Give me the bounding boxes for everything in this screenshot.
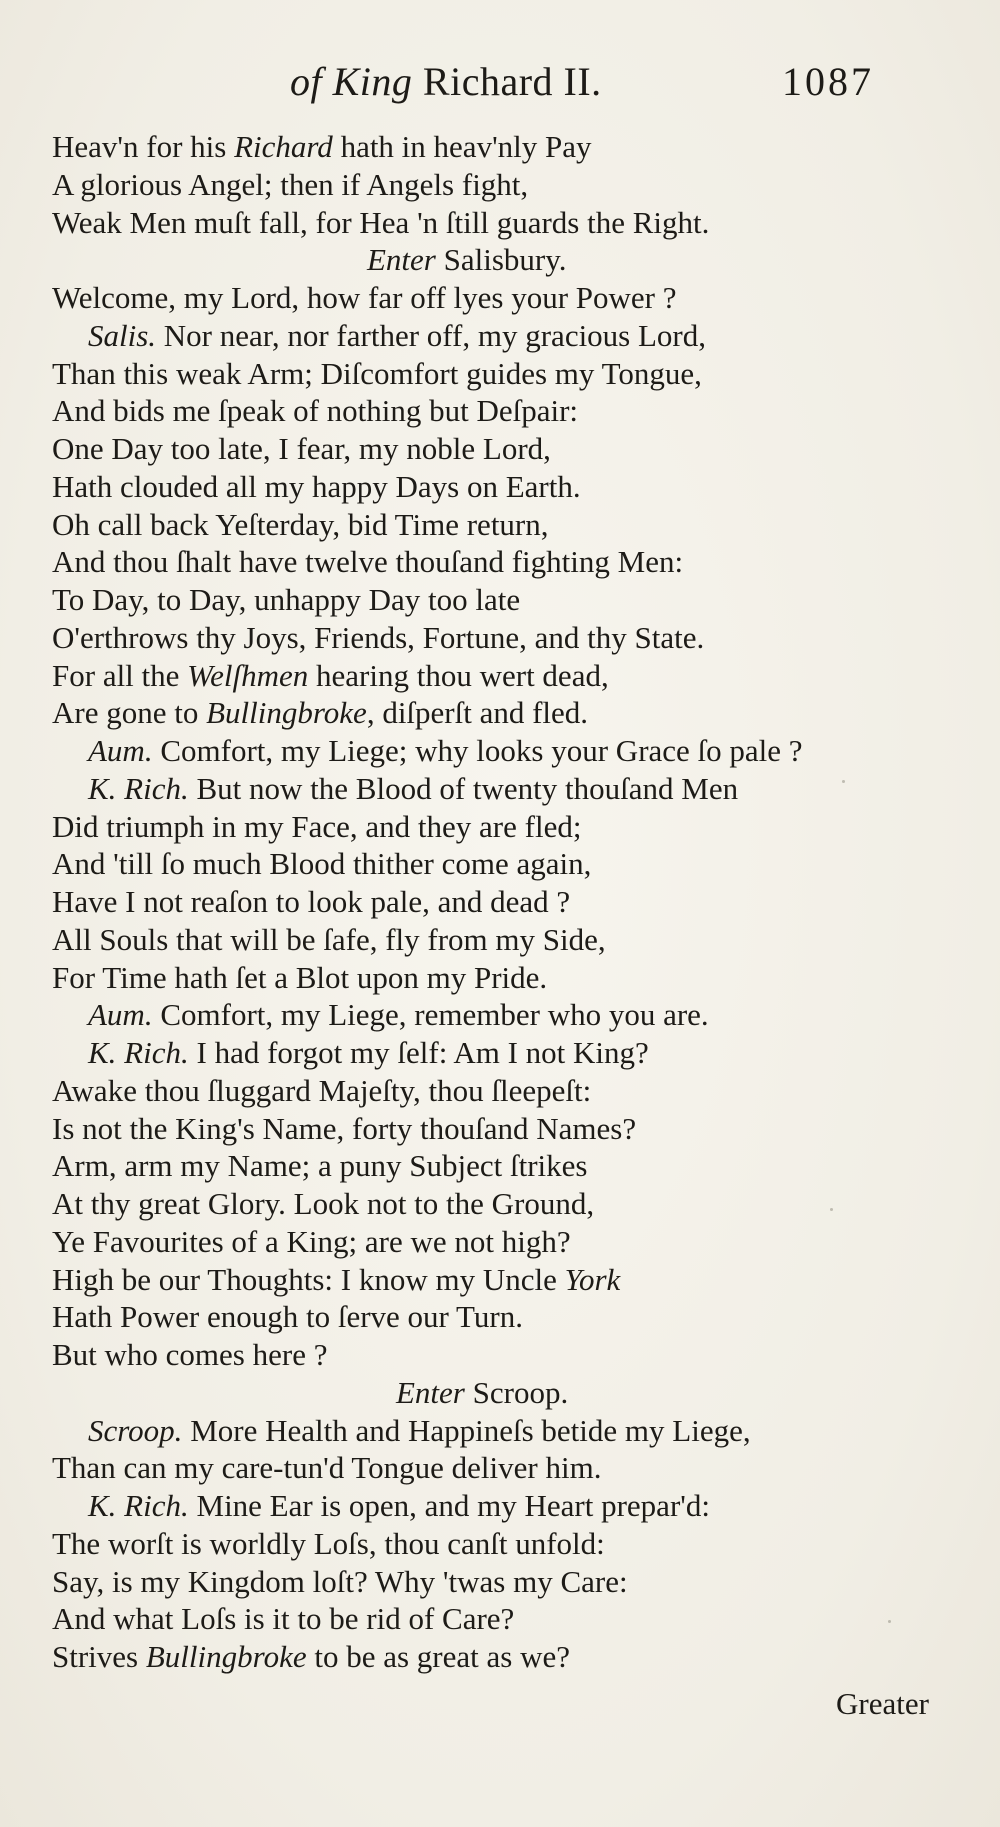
line-italic: Welſhmen bbox=[187, 657, 309, 693]
line-text: Comfort, my Liege; why looks your Grace ſo pale ? bbox=[152, 733, 803, 768]
verse-line bbox=[52, 204, 952, 242]
line-text: At thy great Glory. Look not to the Ground, bbox=[52, 1186, 595, 1221]
line-text: Hath Power enough to ſerve our Turn. bbox=[52, 1299, 523, 1335]
speaker-prefix: K. Rich. bbox=[88, 1035, 189, 1070]
line-text: Comfort, my Liege, remember who you are. bbox=[152, 997, 709, 1033]
line-italic: Bullingbroke bbox=[145, 1639, 307, 1674]
verse-line bbox=[52, 694, 952, 732]
line-text: Heav'n for his bbox=[52, 129, 235, 164]
line-text: Awake thou ſluggard Majeſty, thou ſleepeſt: bbox=[52, 1072, 592, 1108]
speaker-prefix: Aum. bbox=[88, 997, 153, 1033]
verse-line bbox=[52, 1072, 952, 1110]
line-text: Say, is my Kingdom loſt? Why 'twas my Care: bbox=[52, 1563, 628, 1599]
verse-line bbox=[52, 166, 952, 204]
line-text: And thou ſhalt have twelve thouſand fighting Men: bbox=[52, 544, 684, 580]
line-italic: Richard bbox=[234, 129, 333, 164]
line-text: to be as great as we? bbox=[306, 1639, 570, 1674]
verse-line bbox=[52, 1336, 952, 1374]
line-text: High be our Thoughts: I know my Uncle bbox=[52, 1261, 565, 1297]
speaker-prefix: Scroop. bbox=[88, 1412, 183, 1448]
verse-line bbox=[52, 921, 952, 959]
line-text: Hath clouded all my happy Days on Earth. bbox=[52, 468, 581, 504]
line-text: hath in heav'nly Pay bbox=[332, 129, 592, 164]
verse-line bbox=[52, 1298, 952, 1336]
line-text: Have I not reaſon to look pale, and dead ? bbox=[52, 884, 571, 919]
catchword: Greater bbox=[836, 1686, 929, 1721]
page-number: 1087 bbox=[782, 59, 874, 104]
line-text: A glorious Angel; then if Angels fight, bbox=[52, 166, 529, 202]
verse-line bbox=[52, 581, 952, 619]
verse-line bbox=[52, 355, 952, 393]
line-text: Are gone to bbox=[52, 695, 207, 731]
line-text: Welcome, my Lord, how far off lyes your Power ? bbox=[52, 280, 677, 315]
speech-line bbox=[52, 996, 952, 1034]
verse-line bbox=[52, 1147, 952, 1185]
play-text bbox=[52, 128, 952, 1676]
verse-line bbox=[52, 279, 952, 317]
line-text: I had forgot my ſelf: Am I not King? bbox=[188, 1035, 649, 1070]
speaker-prefix: K. Rich. bbox=[88, 1488, 189, 1523]
line-text: Nor near, nor farther off, my gracious Lord, bbox=[156, 317, 707, 353]
line-text: Did triumph in my Face, and they are fled; bbox=[52, 808, 582, 844]
speaker-prefix: Aum. bbox=[88, 733, 153, 768]
stage-character: Scroop. bbox=[464, 1374, 569, 1410]
line-text: But who comes here ? bbox=[52, 1337, 328, 1372]
verse-line bbox=[52, 1185, 952, 1223]
speech-line bbox=[52, 732, 952, 770]
line-text: Mine Ear is open, and my Heart prepar'd: bbox=[188, 1488, 710, 1523]
speaker-prefix: Salis. bbox=[88, 317, 157, 353]
speaker-prefix: K. Rich. bbox=[88, 770, 189, 806]
stage-direction bbox=[52, 241, 952, 279]
line-italic: York bbox=[564, 1261, 621, 1297]
line-text: And 'till ſo much Blood thither come again, bbox=[52, 846, 592, 882]
speech-line bbox=[52, 770, 952, 808]
line-text: All Souls that will be ſafe, fly from my Side, bbox=[52, 921, 606, 957]
verse-line bbox=[52, 1223, 952, 1261]
verse-line bbox=[52, 1563, 952, 1601]
line-text: Is not the King's Name, forty thouſand Names? bbox=[52, 1110, 637, 1146]
verse-line bbox=[52, 543, 952, 581]
verse-line bbox=[52, 1638, 952, 1676]
stage-character: Salisbury. bbox=[435, 242, 567, 278]
verse-line bbox=[52, 657, 952, 695]
verse-line bbox=[52, 128, 952, 166]
paper-speck bbox=[830, 1208, 833, 1211]
verse-line bbox=[52, 808, 952, 846]
verse-line bbox=[52, 1600, 952, 1638]
running-head-prefix: of bbox=[290, 59, 323, 104]
line-text: Than this weak Arm; Diſcomfort guides my Tongue, bbox=[52, 355, 702, 391]
line-text: One Day too late, I fear, my noble Lord, bbox=[52, 431, 551, 466]
line-italic: Bullingbroke bbox=[206, 695, 367, 731]
stage-enter: Enter bbox=[367, 242, 436, 278]
paper-speck bbox=[842, 780, 845, 783]
verse-line bbox=[52, 468, 952, 506]
line-text: And what Loſs is it to be rid of Care? bbox=[52, 1601, 515, 1637]
speech-line bbox=[52, 317, 952, 355]
verse-line bbox=[52, 883, 952, 921]
line-text: Oh call back Yeſterday, bid Time return, bbox=[52, 506, 549, 542]
verse-line bbox=[52, 506, 952, 544]
line-text: And bids me ſpeak of nothing but Deſpair: bbox=[52, 393, 579, 429]
page-header bbox=[0, 58, 1000, 118]
speech-line bbox=[52, 1487, 952, 1525]
line-text: Ye Favourites of a King; are we not high? bbox=[52, 1223, 571, 1259]
verse-line bbox=[52, 430, 952, 468]
running-head-king: King bbox=[332, 59, 413, 104]
line-text: , diſperſt and fled. bbox=[366, 695, 589, 731]
speech-line bbox=[52, 1034, 952, 1072]
line-text: O'erthrows thy Joys, Friends, Fortune, and thy State. bbox=[52, 619, 705, 655]
running-head bbox=[290, 58, 602, 105]
verse-line bbox=[52, 959, 952, 997]
paper-speck bbox=[888, 1620, 891, 1623]
line-text: For all the bbox=[52, 657, 188, 693]
running-head-name: Richard II. bbox=[422, 59, 602, 104]
line-text: Arm, arm my Name; a puny Subject ſtrikes bbox=[52, 1148, 588, 1184]
stage-direction bbox=[52, 1374, 952, 1412]
line-text: hearing thou wert dead, bbox=[308, 657, 609, 693]
verse-line bbox=[52, 1110, 952, 1148]
verse-line bbox=[52, 1449, 952, 1487]
verse-line bbox=[52, 845, 952, 883]
line-text: The worſt is worldly Loſs, thou canſt unfold: bbox=[52, 1525, 605, 1561]
line-text: Than can my care-tun'd Tongue deliver him. bbox=[52, 1450, 602, 1486]
line-text: But now the Blood of twenty thouſand Men bbox=[188, 770, 739, 806]
speech-line bbox=[52, 1412, 952, 1450]
verse-line bbox=[52, 619, 952, 657]
verse-line bbox=[52, 392, 952, 430]
line-text: Weak Men muſt fall, for Hea 'n ſtill guards the Right. bbox=[52, 204, 710, 240]
verse-line bbox=[52, 1525, 952, 1563]
line-text: More Health and Happineſs betide my Liege, bbox=[182, 1412, 751, 1448]
line-text: Strives bbox=[52, 1639, 146, 1674]
line-text: For Time hath ſet a Blot upon my Pride. bbox=[52, 959, 548, 995]
verse-line bbox=[52, 1261, 952, 1299]
stage-enter: Enter bbox=[396, 1374, 465, 1410]
line-text: To Day, to Day, unhappy Day too late bbox=[52, 582, 521, 617]
